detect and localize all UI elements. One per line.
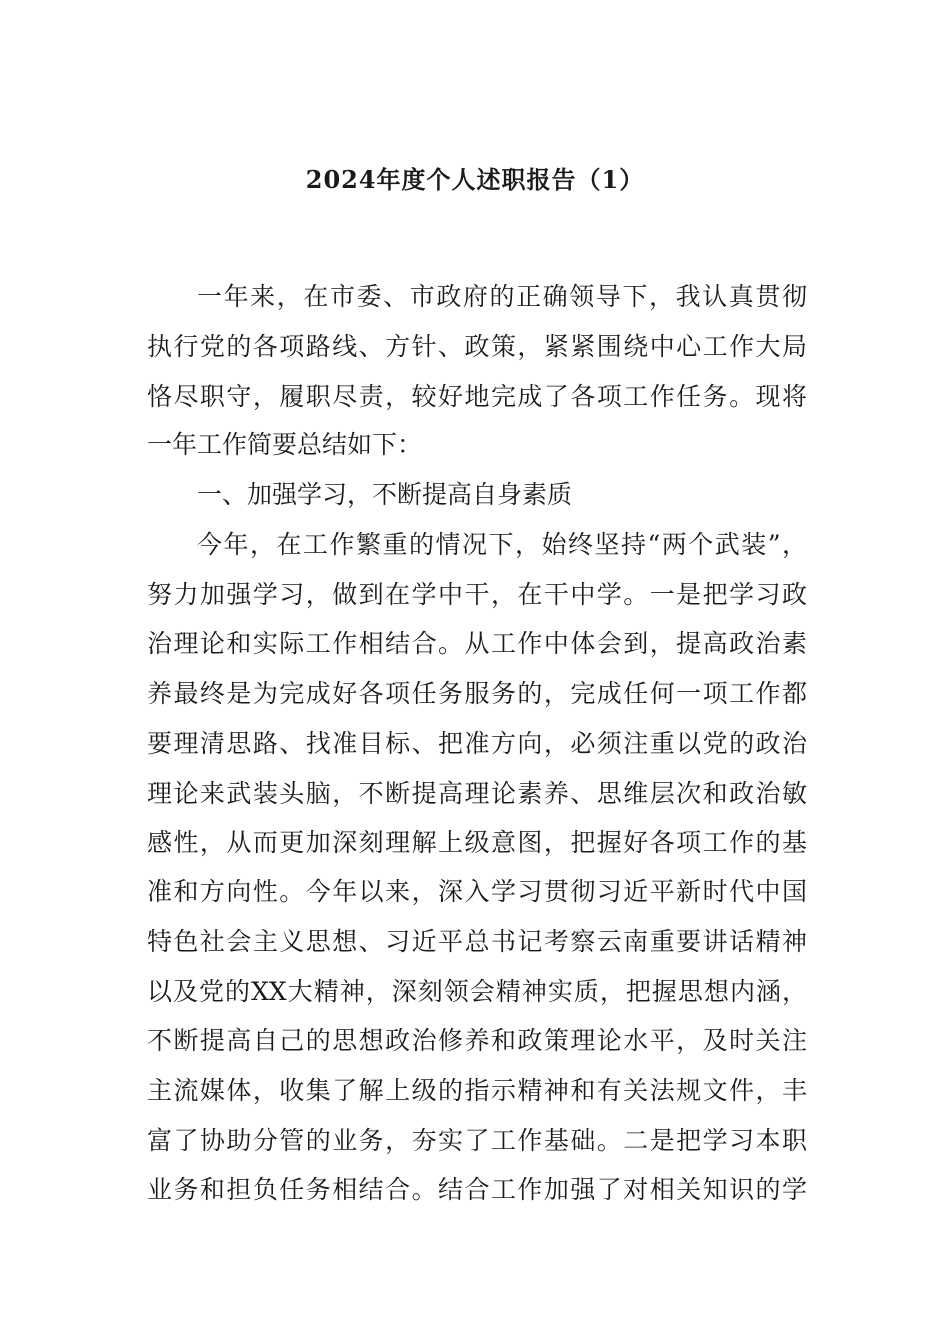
paragraph-line: 养最终是为完成好各项任务服务的，完成任何一项工作都: [147, 679, 807, 708]
section-heading: 一、加强学习，不断提高自身素质: [197, 480, 573, 509]
paragraph-line: 富了协助分管的业务，夯实了工作基础。二是把学习本职: [147, 1126, 807, 1155]
paragraph-line: 业务和担负任务相结合。结合工作加强了对相关知识的学: [147, 1175, 807, 1204]
paragraph-line: 不断提高自己的思想政治修养和政策理论水平，及时关注: [147, 1026, 807, 1055]
paragraph-line: 今年，在工作繁重的情况下，始终坚持“两个武装”，: [197, 530, 807, 559]
paragraph-line: 要理清思路、找准目标、把准方向，必须注重以党的政治: [147, 729, 807, 758]
paragraph-line: 感性，从而更加深刻理解上级意图，把握好各项工作的基: [147, 828, 807, 857]
paragraph-line: 一年来，在市委、市政府的正确领导下，我认真贯彻: [197, 282, 807, 311]
paragraph-line: 主流媒体，收集了解上级的指示精神和有关法规文件，丰: [147, 1076, 807, 1105]
paragraph-line: 理论来武装头脑，不断提高理论素养、思维层次和政治敏: [147, 779, 807, 808]
document-title: 2024年度个人述职报告（1）: [305, 165, 645, 194]
paragraph-line: 治理论和实际工作相结合。从工作中体会到，提高政治素: [147, 629, 807, 658]
paragraph-line: 努力加强学习，做到在学中干，在干中学。一是把学习政: [147, 580, 807, 609]
paragraph-line: 准和方向性。今年以来，深入学习贯彻习近平新时代中国: [147, 877, 807, 906]
paragraph-line: 以及党的XX大精神，深刻领会精神实质，把握思想内涵，: [147, 977, 807, 1006]
paragraph-line: 恪尽职守，履职尽责，较好地完成了各项工作任务。现将: [147, 382, 807, 411]
paragraph-line: 特色社会主义思想、习近平总书记考察云南重要讲话精神: [147, 927, 807, 956]
paragraph-line: 执行党的各项路线、方针、政策，紧紧围绕中心工作大局: [147, 332, 807, 361]
paragraph-line: 一年工作简要总结如下：: [147, 430, 423, 459]
